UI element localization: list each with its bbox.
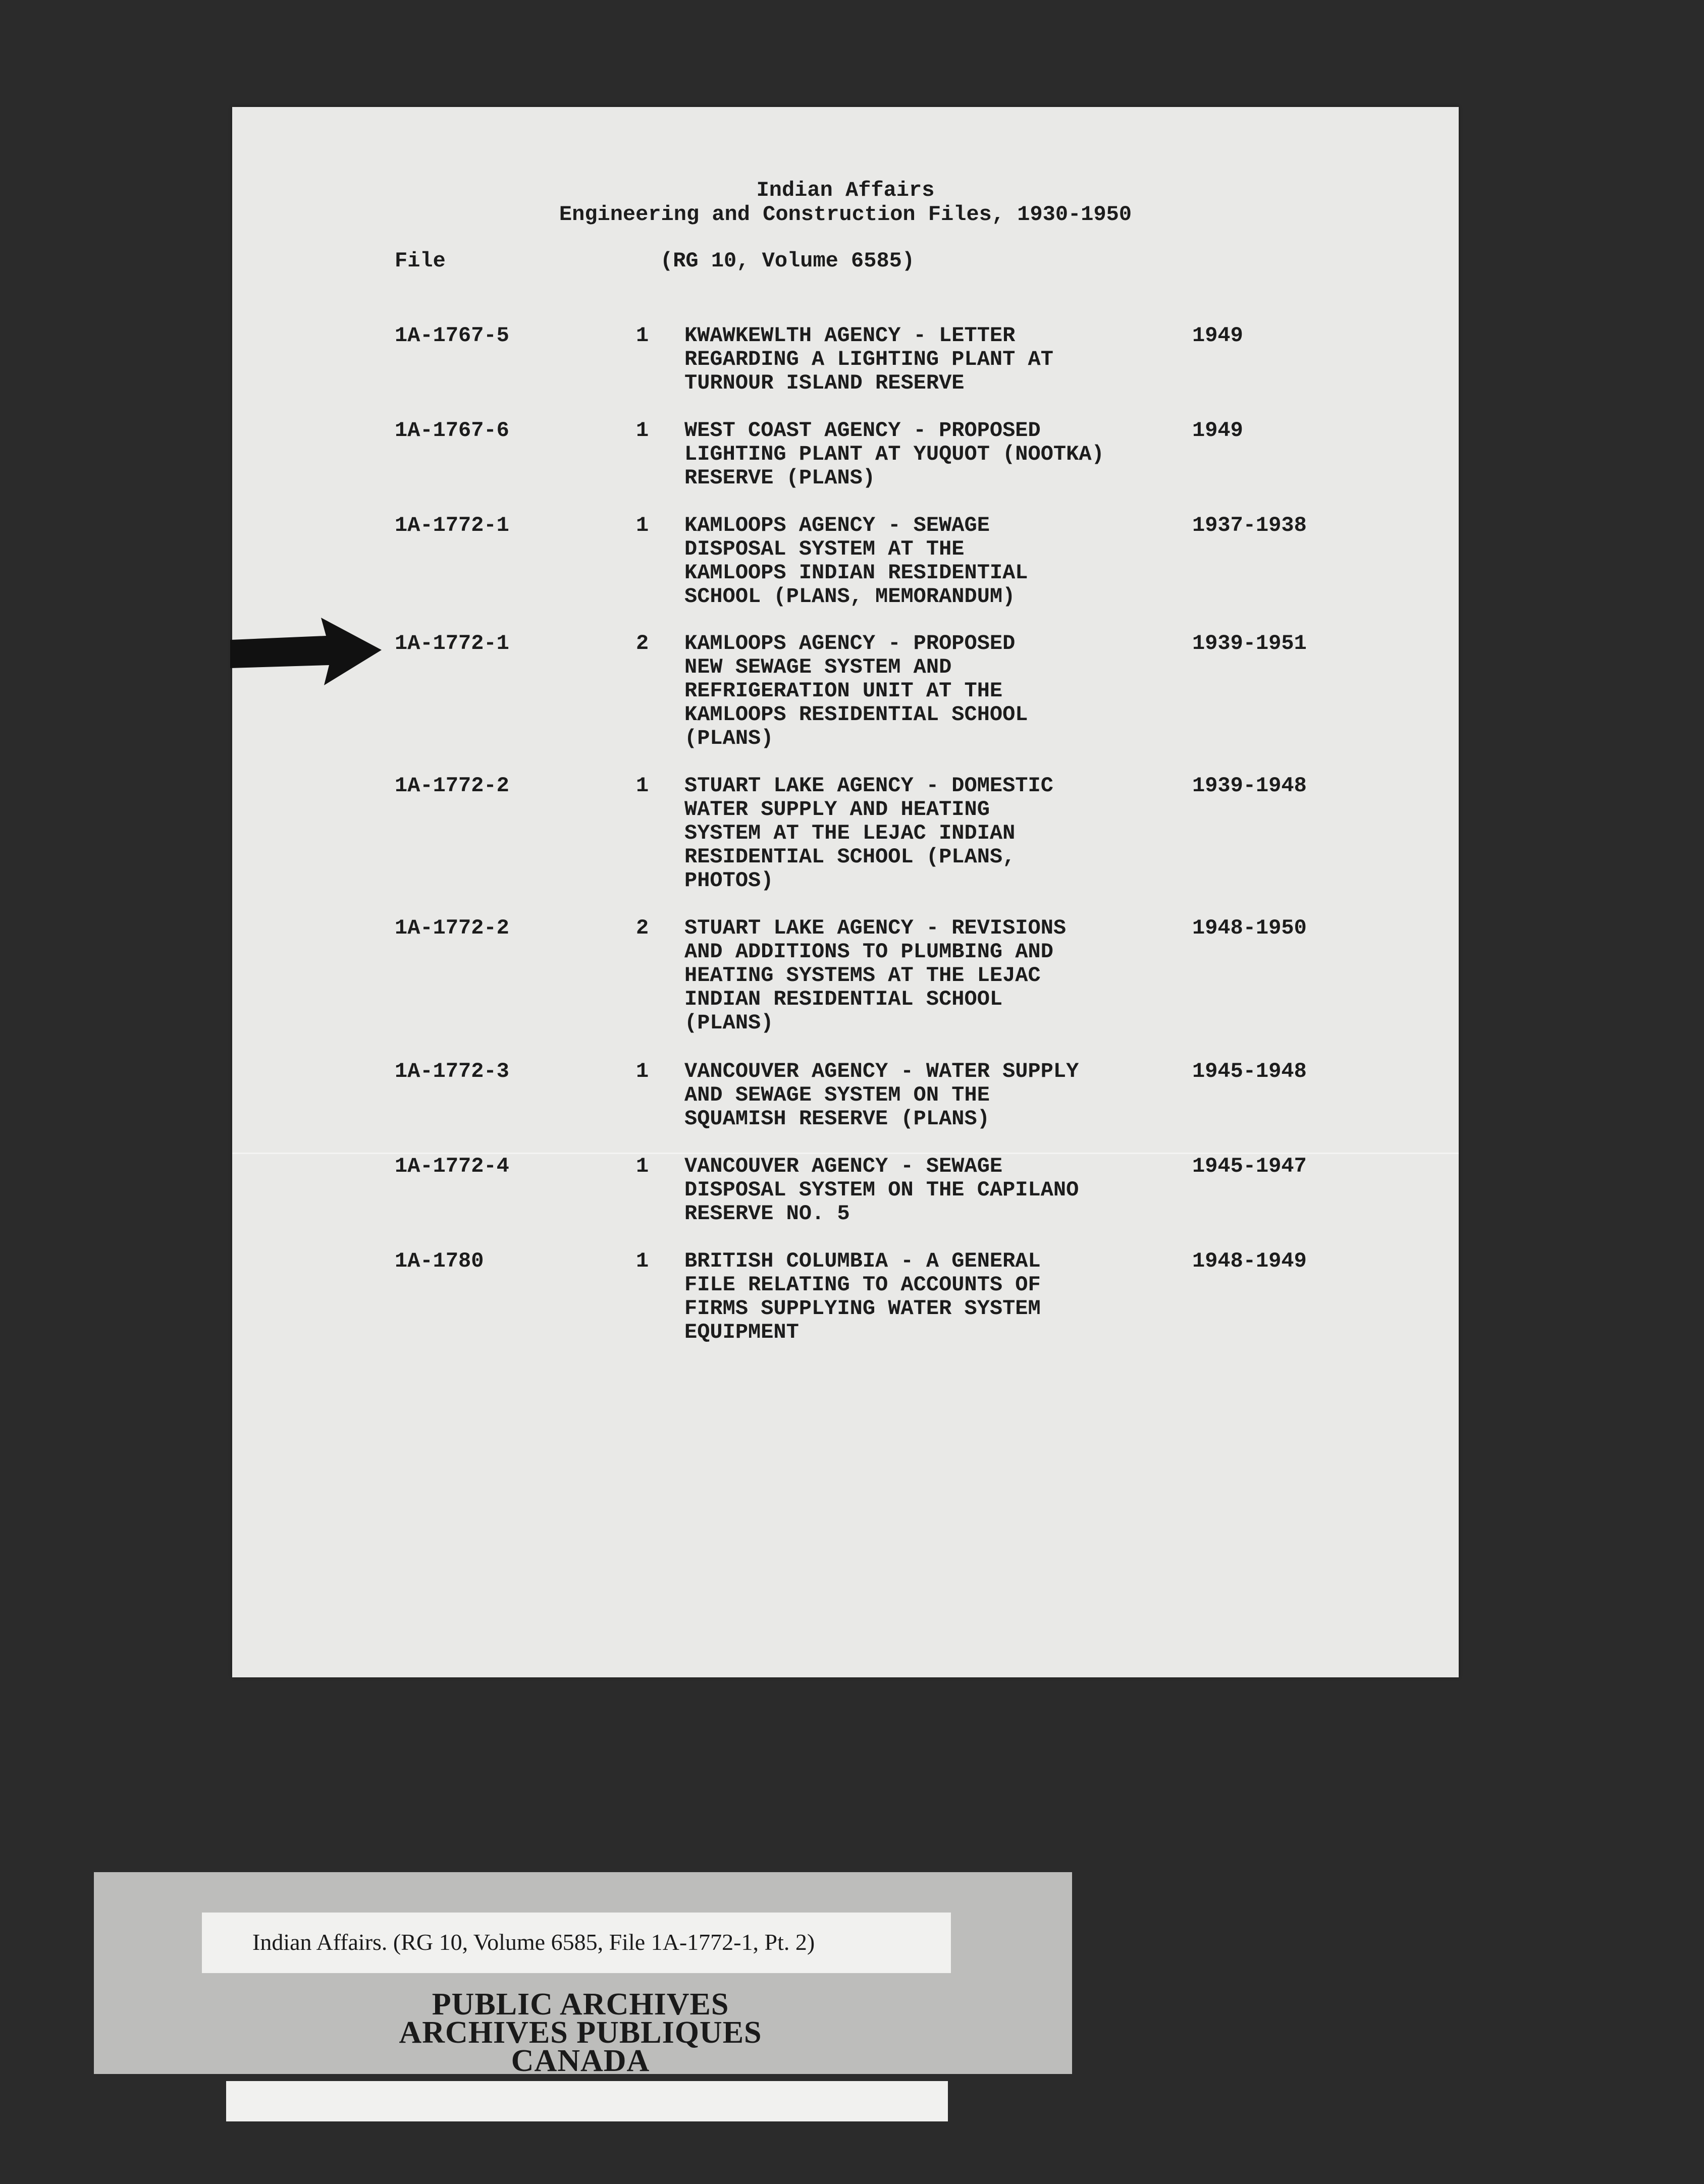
file-description: VANCOUVER AGENCY - SEWAGE DISPOSAL SYSTEM ON THE CAPILANO RESERVE NO. 5 [684, 1154, 1079, 1226]
file-number: 1A-1772-2 [395, 916, 509, 940]
archive-bottom-strip [226, 2081, 948, 2121]
document-subtitle: Engineering and Construction Files, 1930-1950 [559, 202, 1132, 227]
part-number: 1 [636, 323, 649, 348]
file-description: KAMLOOPS AGENCY - SEWAGE DISPOSAL SYSTEM AT THE KAMLOOPS INDIAN RESIDENTIAL SCHOOL (PLANS, MEMORANDUM) [684, 513, 1028, 609]
file-list [232, 107, 1459, 1677]
file-number: 1A-1772-1 [395, 513, 509, 537]
file-description: WEST COAST AGENCY - PROPOSED LIGHTING PLANT AT YUQUOT (NOOTKA) RESERVE (PLANS) [684, 418, 1104, 490]
file-number: 1A-1772-1 [395, 631, 509, 656]
file-description: STUART LAKE AGENCY - REVISIONS AND ADDITIONS TO PLUMBING AND HEATING SYSTEMS AT THE LEJAC INDIAN RESIDENTIAL SCHOOL (PLANS) [684, 916, 1067, 1035]
file-number: 1A-1772-2 [395, 774, 509, 798]
part-number: 1 [636, 774, 649, 798]
part-number: 2 [636, 916, 649, 940]
file-description: VANCOUVER AGENCY - WATER SUPPLY AND SEWAGE SYSTEM ON THE SQUAMISH RESERVE (PLANS) [684, 1059, 1079, 1131]
file-dates: 1945-1948 [1192, 1059, 1307, 1083]
file-dates: 1939-1948 [1192, 774, 1307, 798]
archives-stamp [379, 1987, 782, 2078]
file-dates: 1948-1950 [1192, 916, 1307, 940]
page-fold-line [232, 1153, 1459, 1154]
file-dates: 1948-1949 [1192, 1249, 1307, 1273]
file-number: 1A-1780 [395, 1249, 484, 1273]
file-number: 1A-1772-4 [395, 1154, 509, 1178]
stamp-line: ARCHIVES PUBLIQUES [399, 2015, 762, 2050]
file-number: 1A-1767-6 [395, 418, 509, 443]
arrow-pointer-icon [230, 618, 382, 685]
file-description: STUART LAKE AGENCY - DOMESTIC WATER SUPPLY AND HEATING SYSTEM AT THE LEJAC INDIAN RESIDENTIAL SCHOOL (PLANS, PHOTOS) [684, 774, 1053, 893]
part-number: 1 [636, 1059, 649, 1083]
archive-caption: Indian Affairs. (RG 10, Volume 6585, File 1A-1772-1, Pt. 2) [252, 1929, 815, 1955]
file-dates: 1937-1938 [1192, 513, 1307, 537]
file-description: BRITISH COLUMBIA - A GENERAL FILE RELATING TO ACCOUNTS OF FIRMS SUPPLYING WATER SYSTEM EQUIPMENT [684, 1249, 1041, 1344]
document-title: Indian Affairs [756, 178, 935, 202]
file-dates: 1945-1947 [1192, 1154, 1307, 1178]
document-page [232, 107, 1459, 1677]
stamp-line: CANADA [511, 2044, 650, 2078]
part-number: 2 [636, 631, 649, 656]
volume-reference: (RG 10, Volume 6585) [660, 249, 915, 273]
file-description: KWAWKEWLTH AGENCY - LETTER REGARDING A LIGHTING PLANT AT TURNOUR ISLAND RESERVE [684, 323, 1053, 395]
file-column-heading: File [395, 249, 446, 273]
part-number: 1 [636, 1249, 649, 1273]
part-number: 1 [636, 1154, 649, 1178]
file-number: 1A-1767-5 [395, 323, 509, 348]
file-dates: 1949 [1192, 418, 1243, 443]
file-dates: 1939-1951 [1192, 631, 1307, 656]
part-number: 1 [636, 418, 649, 443]
part-number: 1 [636, 513, 649, 537]
stamp-line: PUBLIC ARCHIVES [432, 1987, 729, 2022]
file-number: 1A-1772-3 [395, 1059, 509, 1083]
file-dates: 1949 [1192, 323, 1243, 348]
file-description: KAMLOOPS AGENCY - PROPOSED NEW SEWAGE SYSTEM AND REFRIGERATION UNIT AT THE KAMLOOPS RESIDENTIAL SCHOOL (PLANS) [684, 631, 1028, 750]
